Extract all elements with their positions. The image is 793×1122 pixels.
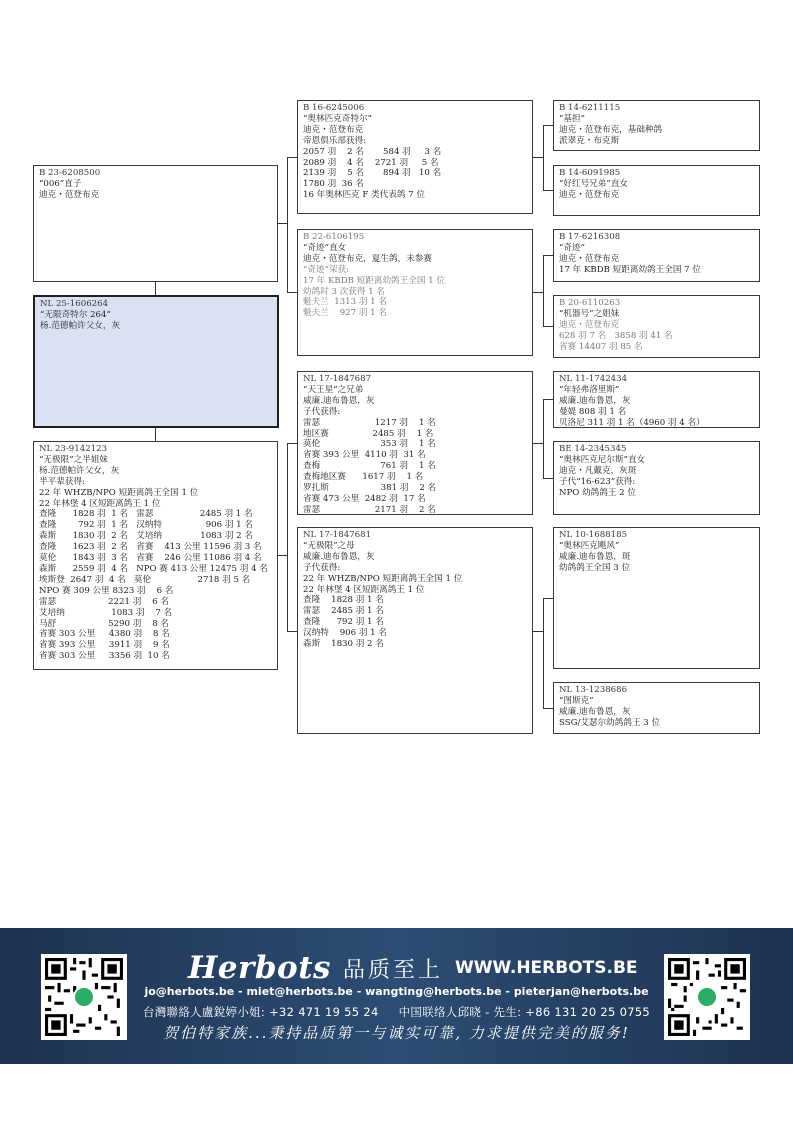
- pedigree-box-g3-3: [553, 229, 760, 282]
- info-line: 半平辈获得:: [39, 476, 85, 487]
- ring-number: B 23-6208500: [39, 168, 101, 178]
- ring-number: NL 10-1688185: [559, 530, 628, 540]
- pigeon-name: “奥林匹克奇特尔”: [303, 113, 372, 124]
- result-line: 埃斯登 2647 羽 4 名 莫伦 2718 羽 5 名: [39, 574, 251, 585]
- connector-line: [543, 478, 553, 479]
- result-line: 2089 羽 4 名 2721 羽 5 名: [303, 157, 439, 168]
- result-line: 查梅地区赛 1617 羽 1 名: [303, 472, 424, 483]
- connector-line: [155, 428, 156, 441]
- pigeon-name: “无限奇特尔 264”: [40, 309, 111, 320]
- pigeon-name: “006”直子: [39, 178, 82, 189]
- ring-number: B 22-6106195: [303, 232, 365, 242]
- breeder: 迪克・范登布克，夏生鸽，未参赛: [303, 253, 432, 264]
- result-line: 省赛 303 公里 3356 羽 10 名: [39, 651, 170, 662]
- result-line: 查隆 792 羽 1 名: [303, 617, 384, 628]
- breeder: 迪克・凡戴克，灰斑: [559, 465, 637, 476]
- pigeon-name: “机器号”之姐妹: [559, 308, 620, 319]
- result-line: 森斯 2559 羽 4 名 NPO 赛 413 公里 12475 羽 4 名: [39, 563, 268, 574]
- motto-text: 贺伯特家族...秉持品质第一与诚实可靠, 力求提供完美的服务!: [163, 1024, 630, 1042]
- connector-line: [278, 223, 287, 224]
- breeder: 威廉.迪布鲁恩，灰: [303, 551, 375, 562]
- info-line: 派翠克・布克斯: [559, 135, 620, 146]
- pedigree-box-dam: [33, 441, 278, 670]
- breeder: 迪克・范登布克: [559, 253, 620, 264]
- footer-banner: [0, 928, 793, 1064]
- ring-number: B 16-6245006: [303, 103, 365, 113]
- result-line: 查梅 761 羽 1 名: [303, 461, 436, 472]
- connector-line: [543, 125, 553, 126]
- china-contact: 中国联络人邱晓 - 先生: +86 131 20 25 0755: [398, 1005, 651, 1019]
- ring-number: NL 25-1606264: [40, 299, 109, 309]
- brand-slogan: 品质至上: [342, 957, 443, 983]
- connector-line: [543, 255, 553, 256]
- result-line: 省赛 303 公里 4380 羽 8 名: [39, 629, 170, 640]
- info-line: 子代获得:: [303, 562, 341, 573]
- pigeon-name: “奇迹”: [559, 242, 585, 253]
- info-line: NPO 幼鸽鸽王 2 位: [559, 487, 636, 498]
- brand-row: [188, 950, 638, 986]
- info-line: 17 年 KBDB 短距离幼鸽王全国 1 位: [303, 275, 445, 286]
- ring-number: NL 11-1742434: [559, 374, 628, 384]
- info-line: 幼鸽时 3 次获得 1 名: [303, 286, 386, 297]
- pedigree-box-g3-6: [553, 441, 760, 515]
- ring-number: NL 23-9142123: [39, 444, 108, 454]
- email-addresses[interactable]: jo@herbots.be - miet@herbots.be - wangting@herbots.be - pieterjan@herbots.be: [144, 985, 649, 998]
- connector-line: [543, 255, 544, 326]
- pigeon-name: “图斯克”: [559, 695, 594, 706]
- pedigree-box-g3-2: [553, 165, 760, 216]
- breeder: 威廉.迪布鲁恩，灰: [559, 706, 631, 717]
- breeder: 迪克・范登布克，基础种鸽: [559, 124, 663, 135]
- info-line: 16 年奥林匹克 F 类代表鸽 7 位: [303, 190, 425, 201]
- pigeon-name: “年轻弗洛里斯”: [559, 384, 620, 395]
- info-line: 22 年 WHZB/NPO 短距离鸽王全国 1 位: [39, 487, 199, 498]
- info-line: 帝恩俱乐部获得:: [303, 135, 367, 146]
- ring-number: B 20-6110263: [559, 298, 621, 308]
- pedigree-box-g3-4: [553, 295, 760, 358]
- result-line: 628 羽 7 名 3858 羽 41 名: [559, 330, 673, 341]
- pedigree-box-g3-1: [553, 100, 760, 151]
- result-line: 艾培纳 1083 羽 7 名: [39, 607, 173, 618]
- connector-line: [287, 631, 297, 632]
- connector-line: [155, 282, 156, 295]
- result-line: 2139 羽 5 名 894 羽 10 名: [303, 168, 442, 179]
- result-line: 查隆 1623 羽 2 名 省赛 413 公里 11596 羽 3 名: [39, 542, 262, 553]
- connector-line: [543, 326, 553, 327]
- connector-line: [287, 443, 297, 444]
- ring-number: B 17-6216308: [559, 232, 621, 242]
- result-line: 查隆 1828 羽 1 名 雷瑟 2485 羽 1 名: [39, 509, 253, 520]
- pigeon-name: “奥林匹克飓风”: [559, 540, 620, 551]
- pedigree-box-g3-7: [553, 527, 760, 669]
- connector-line: [287, 157, 297, 158]
- pigeon-name: “奇迹”直女: [303, 242, 347, 253]
- info-line: 子代获得:: [303, 406, 341, 417]
- connector-line: [533, 631, 543, 632]
- result-line: 魁夫兰 927 羽 1 名: [303, 308, 387, 319]
- breeder: 迪克・范登布克: [303, 124, 364, 135]
- pigeon-name: “奥林匹克尼尔斯”直女: [559, 454, 646, 465]
- contact-line: [0, 1004, 793, 1020]
- info-line: 17 年 KBDB 短距离幼鸽王全国 7 位: [559, 264, 701, 275]
- pedigree-box-sire-sire: [297, 100, 533, 214]
- website-link[interactable]: WWW.HERBOTS.BE: [455, 958, 638, 978]
- result-line: 地区赛 2485 羽 1 名: [303, 428, 434, 439]
- pigeon-name: “基担”: [559, 113, 585, 124]
- herbots-logo: Herbots: [188, 950, 331, 986]
- result-line: 马舒 5290 羽 8 名: [39, 618, 170, 629]
- connector-line: [287, 157, 288, 292]
- ring-number: NL 17-1847687: [303, 374, 372, 384]
- connector-line: [543, 598, 544, 708]
- pigeon-name: “天王星”之兄弟: [303, 384, 364, 395]
- result-line: 雷瑟 2221 羽 6 名: [39, 596, 170, 607]
- breeder: 迪克・范登布克: [39, 189, 100, 200]
- connector-line: [543, 399, 553, 400]
- connector-line: [543, 125, 544, 190]
- connector-line: [543, 399, 544, 478]
- result-line: 2057 羽 2 名 584 羽 3 名: [303, 146, 442, 157]
- result-line: 省赛 393 公里 3911 羽 9 名: [39, 640, 170, 651]
- result-line: 雷瑟 2485 羽 1 名: [303, 606, 384, 617]
- ring-number: B 14-6091985: [559, 168, 621, 178]
- info-line: 子代“16-623”获得:: [559, 476, 636, 487]
- result-line: 雷瑟 1217 羽 1 名: [303, 417, 436, 428]
- breeder: 杨.范德帕许父女，灰: [40, 320, 121, 331]
- result-line: 罗扎斯 381 羽 2 名: [303, 483, 437, 494]
- info-line: 幼鸽鸽王全国 3 位: [559, 562, 631, 573]
- breeder: 迪克・范登布克: [559, 319, 620, 330]
- result-line: 汉纳特 906 羽 1 名: [303, 628, 387, 639]
- result-line: 曼媞 808 羽 1 名: [559, 406, 627, 417]
- breeder: 威廉.迪布鲁恩，斑: [559, 551, 631, 562]
- taiwan-contact: 台灣聯絡人盧銳婷小姐: +32 471 19 55 24: [142, 1005, 379, 1019]
- info-line: “奇迹”荣获:: [303, 264, 350, 275]
- pedigree-box-sire-dam: [297, 229, 533, 356]
- connector-line: [533, 157, 543, 158]
- pedigree-box-g3-8: [553, 682, 760, 734]
- result-line: 省赛 14407 羽 85 名: [559, 341, 643, 352]
- connector-line: [533, 443, 543, 444]
- pedigree-box-sire: [33, 165, 278, 282]
- info-line: 22 年林堡 4 区短距离鸽王 1 位: [303, 584, 425, 595]
- result-line: 查隆 792 羽 1 名 汉纳特 906 羽 1 名: [39, 520, 253, 531]
- connector-line: [543, 708, 553, 709]
- pedigree-box-dam-dam: [297, 527, 533, 734]
- breeder: 威廉.迪布鲁恩，灰: [303, 395, 375, 406]
- result-line: 雷瑟 2171 羽 2 名: [303, 504, 436, 515]
- connector-line: [287, 292, 297, 293]
- ring-number: BE 14-2345345: [559, 444, 627, 454]
- pedigree-box-subject: [33, 295, 279, 428]
- connector-line: [543, 598, 553, 599]
- info-line: SSG/艾瑟尔幼鸽鸽王 3 位: [559, 717, 661, 728]
- result-line: 森斯 1830 羽 2 名 艾培纳 1083 羽 2 名: [39, 531, 253, 542]
- pedigree-box-dam-sire: [297, 371, 533, 515]
- result-line: 1780 羽 36 名: [303, 179, 364, 190]
- result-line: 莫伦 353 羽 1 名: [303, 439, 436, 450]
- breeder: 杨.范德帕许父女，灰: [39, 465, 120, 476]
- breeder: 威廉.迪布鲁恩，灰: [559, 395, 631, 406]
- pigeon-name: “好红号兄弟”直女: [559, 178, 628, 189]
- info-line: 22 年林堡 4 区短距离鸽王 1 位: [39, 498, 161, 509]
- result-line: 省赛 473 公里 2482 羽 17 名: [303, 493, 426, 504]
- connector-line: [287, 443, 288, 631]
- result-line: 贝洛尼 311 羽 1 名（4960 羽 4 名）: [559, 417, 705, 428]
- pedigree-box-g3-5: [553, 371, 760, 428]
- ring-number: B 14-6211115: [559, 103, 621, 113]
- ring-number: NL 17-1847681: [303, 530, 372, 540]
- result-line: 森斯 1830 羽 2 名: [303, 639, 384, 650]
- ring-number: NL 13-1238686: [559, 685, 628, 695]
- result-line: 魁夫兰 1313 羽 1 名: [303, 297, 387, 308]
- result-line: NPO 赛 309 公里 8323 羽 6 名: [39, 585, 174, 596]
- connector-line: [278, 555, 287, 556]
- connector-line: [543, 190, 553, 191]
- result-line: 查隆 1828 羽 1 名: [303, 595, 384, 606]
- result-line: 省赛 393 公里 4110 羽 31 名: [303, 450, 426, 461]
- info-line: 22 年 WHZB/NPO 短距离鸽王全国 1 位: [303, 573, 463, 584]
- pigeon-name: “无极限”之母: [303, 540, 355, 551]
- pigeon-name: “无极限”之半姐妹: [39, 454, 108, 465]
- connector-line: [533, 292, 543, 293]
- result-line: 莫伦 1843 羽 3 名 省赛 246 公里 11086 羽 4 名: [39, 553, 262, 564]
- breeder: 迪克・范登布克: [559, 189, 620, 200]
